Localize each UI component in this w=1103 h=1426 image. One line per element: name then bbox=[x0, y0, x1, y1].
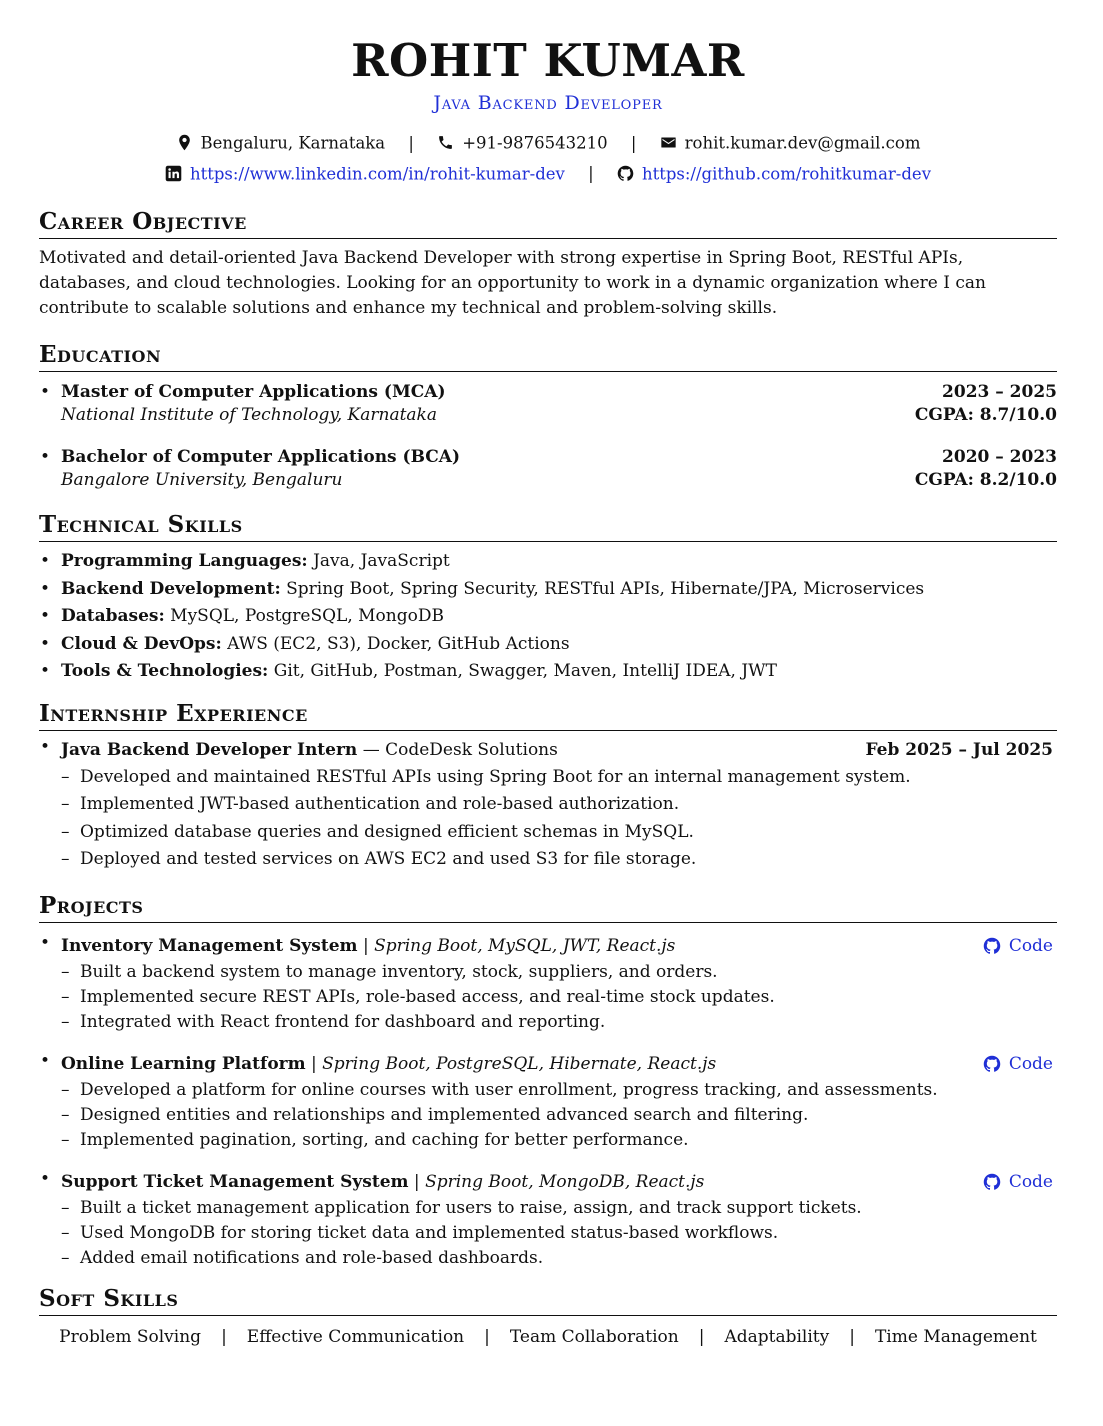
section-title-objective: Career Objective bbox=[39, 208, 1057, 239]
project-points bbox=[61, 960, 1057, 1035]
section-title-internship: Internship Experience bbox=[39, 700, 1057, 731]
internship-section bbox=[39, 700, 1057, 874]
skill-label: Programming Languages: bbox=[61, 551, 308, 571]
skill-item bbox=[39, 576, 1057, 604]
email-icon bbox=[660, 134, 677, 151]
list-item: – Developed and maintained RESTful APIs using Spring Boot for an internal management system. bbox=[61, 764, 1057, 792]
section-title-education: Education bbox=[39, 341, 1057, 372]
location-text: Bengaluru, Karnataka bbox=[200, 133, 386, 153]
project-tech: Spring Boot, MongoDB, React.js bbox=[425, 1171, 705, 1192]
location-icon bbox=[176, 134, 193, 151]
code-link[interactable] bbox=[983, 1169, 1053, 1196]
degree: • Master of Computer Applications (MCA) bbox=[61, 382, 446, 402]
separator: | bbox=[408, 133, 414, 153]
skill-label: Databases: bbox=[61, 606, 165, 626]
phone-icon bbox=[437, 134, 454, 151]
list-item: – Implemented secure REST APIs, role-based access, and real-time stock updates. bbox=[61, 985, 1057, 1010]
project-tech: Spring Boot, PostgreSQL, Hibernate, React.js bbox=[322, 1053, 717, 1074]
email-link[interactable]: rohit.kumar.dev@gmail.com bbox=[684, 133, 921, 153]
skill-label: Backend Development: bbox=[61, 578, 281, 599]
list-item: – Optimized database queries and designed efficient schemas in MySQL. bbox=[61, 819, 1057, 847]
separator: | bbox=[698, 1326, 705, 1347]
skill-item bbox=[39, 658, 1057, 686]
github-icon bbox=[983, 1173, 1001, 1191]
phone-text: +91-9876543210 bbox=[462, 133, 608, 153]
github-icon bbox=[983, 937, 1001, 955]
objective-section bbox=[39, 208, 1057, 321]
section-title-projects: Projects bbox=[39, 892, 1057, 923]
internship-item bbox=[39, 737, 1057, 764]
soft-skills-row bbox=[39, 1325, 1057, 1349]
education-item bbox=[39, 381, 1057, 427]
project-sep: | bbox=[357, 935, 375, 956]
soft-skills-section bbox=[39, 1285, 1057, 1349]
internship-points bbox=[39, 764, 1057, 874]
code-label: Code bbox=[1008, 935, 1053, 956]
skill-value: MySQL, PostgreSQL, MongoDB bbox=[170, 606, 444, 626]
github-icon bbox=[617, 165, 634, 182]
list-item: – Developed a platform for online courses with user enrollment, progress tracking, and assessments. bbox=[61, 1078, 1057, 1103]
skill-value: Spring Boot, Spring Security, RESTful APIs, Hibernate/JPA, Microservices bbox=[286, 578, 925, 599]
project-points bbox=[61, 1078, 1057, 1153]
project-points bbox=[61, 1196, 1057, 1271]
project-sep: | bbox=[305, 1053, 323, 1074]
skills-section bbox=[39, 511, 1057, 686]
skills-list bbox=[39, 548, 1057, 686]
list-item: – Implemented JWT-based authentication and role-based authorization. bbox=[61, 791, 1057, 819]
candidate-role: Java Backend Developer bbox=[433, 92, 663, 114]
em-dash: — bbox=[357, 739, 386, 760]
company-name: CodeDesk Solutions bbox=[385, 739, 558, 760]
project-name: Online Learning Platform bbox=[61, 1053, 306, 1074]
linkedin-icon bbox=[165, 165, 182, 182]
degree: • Bachelor of Computer Applications (BCA) bbox=[61, 447, 461, 467]
soft-skill: Time Management bbox=[874, 1326, 1037, 1347]
github-link[interactable]: https://github.com/rohitkumar-dev bbox=[641, 164, 932, 183]
project-name: Inventory Management System bbox=[61, 935, 358, 956]
soft-skill: Effective Communication bbox=[246, 1326, 465, 1347]
years: 2020 – 2023 bbox=[942, 447, 1057, 467]
list-item: – Implemented pagination, sorting, and caching for better performance. bbox=[61, 1128, 1057, 1153]
linkedin-link[interactable]: https://www.linkedin.com/in/rohit-kumar-dev bbox=[189, 164, 565, 183]
education-section bbox=[39, 341, 1057, 492]
job-role: Java Backend Developer Intern bbox=[61, 739, 358, 760]
list-item: – Built a ticket management application for users to raise, assign, and track support tickets. bbox=[61, 1196, 1057, 1221]
list-item: – Used MongoDB for storing ticket data and implemented status-based workflows. bbox=[61, 1221, 1057, 1246]
job-dates: Feb 2025 – Jul 2025 bbox=[865, 739, 1053, 760]
soft-skill: Team Collaboration bbox=[509, 1326, 679, 1347]
list-item: – Deployed and tested services on AWS EC2 and used S3 for file storage. bbox=[61, 846, 1057, 874]
internship-list bbox=[39, 737, 1057, 764]
list-item: – Built a backend system to manage inventory, stock, suppliers, and orders. bbox=[61, 960, 1057, 985]
projects-section bbox=[39, 892, 1057, 1271]
separator: | bbox=[484, 1326, 490, 1347]
section-title-skills: Technical Skills bbox=[39, 511, 1057, 542]
soft-skill: Adaptability bbox=[724, 1326, 830, 1347]
project-list bbox=[39, 933, 1057, 1271]
institution: National Institute of Technology, Karnataka bbox=[61, 405, 437, 425]
separator: | bbox=[221, 1326, 227, 1347]
skill-value: Java, JavaScript bbox=[313, 551, 450, 571]
code-label: Code bbox=[1008, 1053, 1053, 1074]
skill-label: Cloud & DevOps: bbox=[61, 633, 222, 654]
soft-skill: Problem Solving bbox=[59, 1326, 202, 1347]
skill-item bbox=[39, 548, 1057, 576]
code-label: Code bbox=[1008, 1171, 1053, 1192]
project-name: Support Ticket Management System bbox=[61, 1171, 409, 1192]
project-item bbox=[39, 1051, 1057, 1153]
education-list bbox=[39, 381, 1057, 492]
separator: | bbox=[630, 133, 637, 153]
institution: Bangalore University, Bengaluru bbox=[61, 470, 343, 490]
github-icon bbox=[983, 1055, 1001, 1073]
years: 2023 – 2025 bbox=[942, 382, 1057, 402]
objective-text: Motivated and detail-oriented Java Backend Developer with strong expertise in Spring Boot, RESTful APIs, databases, and cloud technologies. Looking for an opportunity to work in a dynamic organization where I can contribute to scalable solutions and enhance my technical and problem-solving skills. bbox=[39, 248, 986, 318]
separator: | bbox=[849, 1326, 855, 1347]
list-item: – Added email notifications and role-based dashboards. bbox=[61, 1246, 1057, 1271]
skill-label: Tools & Technologies: bbox=[61, 661, 269, 681]
education-item bbox=[39, 446, 1057, 492]
cgpa: CGPA: 8.7/10.0 bbox=[914, 405, 1057, 425]
contact-row-2 bbox=[39, 159, 1057, 190]
project-tech: Spring Boot, MySQL, JWT, React.js bbox=[374, 935, 676, 956]
code-link[interactable] bbox=[983, 1051, 1053, 1078]
skill-item bbox=[39, 631, 1057, 659]
cgpa: CGPA: 8.2/10.0 bbox=[914, 470, 1057, 490]
project-item bbox=[39, 933, 1057, 1035]
skill-item bbox=[39, 603, 1057, 631]
separator: | bbox=[588, 164, 594, 183]
skill-value: AWS (EC2, S3), Docker, GitHub Actions bbox=[227, 633, 570, 654]
code-link[interactable] bbox=[983, 933, 1053, 960]
list-item: – Designed entities and relationships and implemented advanced search and filtering. bbox=[61, 1103, 1057, 1128]
list-item: – Integrated with React frontend for dashboard and reporting. bbox=[61, 1010, 1057, 1035]
project-item bbox=[39, 1169, 1057, 1271]
section-title-soft-skills: Soft Skills bbox=[39, 1285, 1057, 1316]
skill-value: Git, GitHub, Postman, Swagger, Maven, IntelliJ IDEA, JWT bbox=[273, 661, 777, 681]
candidate-name: ROHIT KUMAR bbox=[351, 34, 745, 87]
project-sep: | bbox=[408, 1171, 426, 1192]
contact-row-1 bbox=[39, 128, 1057, 159]
